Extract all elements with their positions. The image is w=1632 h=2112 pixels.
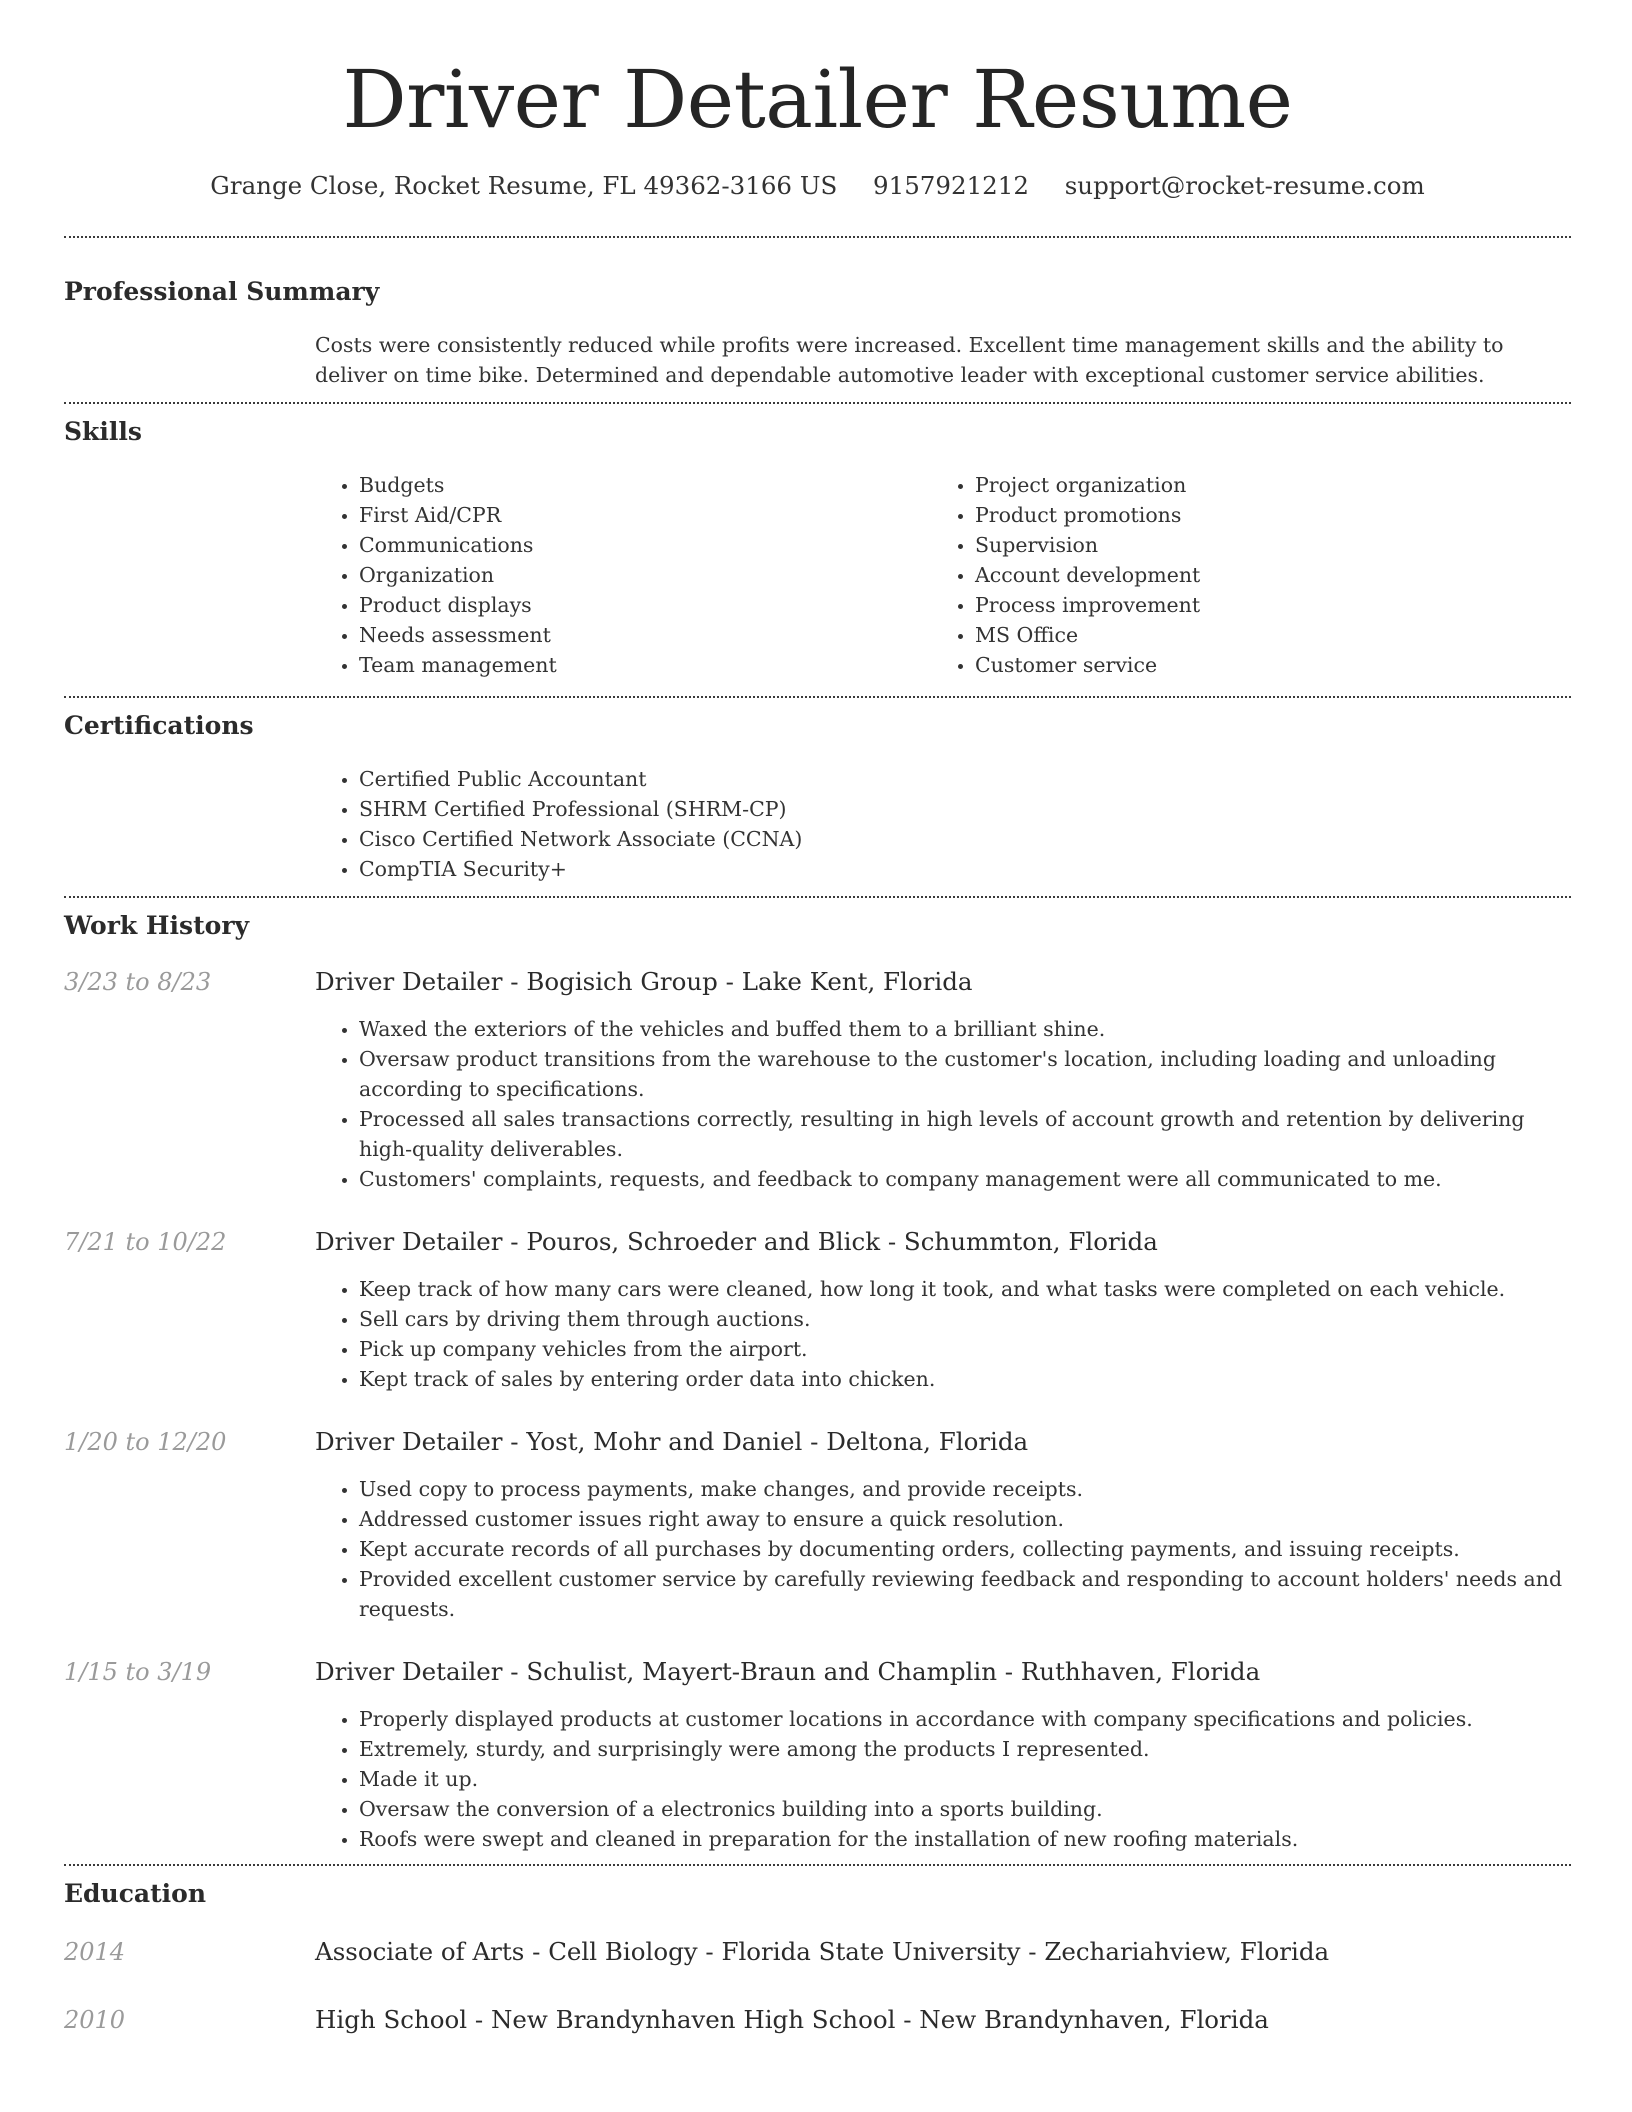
job-dates: 1/15 to 3/19 [64,1658,212,1686]
job-location: Deltona, Florida [826,1427,1029,1456]
section-heading: Work History [64,911,250,940]
job-bullet-list [315,1704,1571,1854]
work-history-section [64,898,1571,1854]
list-item: • Account development [975,560,1547,590]
skills-column-right [931,470,1547,680]
list-item: • Communications [359,530,931,560]
job-entry [64,966,1571,1194]
resume-page [64,0,1571,2036]
contact-phone: 9157921212 [873,171,1029,200]
section-heading: Skills [64,417,142,446]
list-item: • Oversaw product transitions from the warehouse to the customer's location, including loading and unloading according to specifications. [359,1044,1571,1104]
education-section [64,1866,1571,2036]
resume-title: Driver Detailer Resume [342,53,1293,146]
certifications-section [64,698,1571,884]
list-item: • Waxed the exteriors of the vehicles and buffed them to a brilliant shine. [359,1014,1571,1044]
education-title-line: High School - New Brandynhaven High School - New Brandynhaven, Florida [315,2005,1269,2034]
list-item: • Used copy to process payments, make changes, and provide receipts. [359,1474,1571,1504]
list-item: • Oversaw the conversion of a electronics building into a sports building. [359,1794,1571,1824]
job-title: Driver Detailer [315,967,503,996]
list-item: • CompTIA Security+ [359,854,1571,884]
skills-section [64,404,1571,680]
job-header [64,1226,1571,1258]
education-field: New Brandynhaven High School [490,2005,896,2034]
list-item: • Kept accurate records of all purchases by documenting orders, collecting payments, and issuing receipts. [359,1534,1571,1564]
list-item: • SHRM Certified Professional (SHRM-CP) [359,794,1571,824]
job-title-line: Driver Detailer - Schulist, Mayert-Braun and Champlin - Ruthhaven, Florida [315,1657,1261,1686]
job-company: Schulist, Mayert-Braun and Champlin [526,1657,997,1686]
job-dates: 7/21 to 10/22 [64,1228,227,1256]
job-header [64,966,1571,998]
job-title-line: Driver Detailer - Pouros, Schroeder and Blick - Schummton, Florida [315,1227,1158,1256]
job-dates: 3/23 to 8/23 [64,968,212,996]
list-item: • Certified Public Accountant [359,764,1571,794]
list-item: • Properly displayed products at customer locations in accordance with company specifications and policies. [359,1704,1571,1734]
list-item: • Roofs were swept and cleaned in preparation for the installation of new roofing materials. [359,1824,1571,1854]
education-location: Zechariahview, Florida [1044,1937,1330,1966]
job-entry [64,1226,1571,1394]
education-year: 2014 [64,1938,126,1966]
list-item: • Organization [359,560,931,590]
contact-line [64,170,1571,202]
job-dates: 1/20 to 12/20 [64,1428,227,1456]
list-item: • Pick up company vehicles from the airport. [359,1334,1571,1364]
job-company: Yost, Mohr and Daniel [526,1427,803,1456]
education-entry [64,2004,1571,2036]
education-degree: High School [315,2005,468,2034]
job-bullets [315,1274,1571,1394]
job-company: Bogisich Group [526,967,718,996]
section-heading: Education [64,1879,207,1908]
job-entry [64,1426,1571,1624]
skills-grid [315,470,1571,680]
job-bullet-list [315,1274,1571,1394]
certifications-list [315,764,1571,884]
education-degree: Associate of Arts [315,1937,525,1966]
contact-address: Grange Close, Rocket Resume, FL 49362-3166 US [210,171,838,200]
education-entry [64,1936,1571,1968]
list-item: • First Aid/CPR [359,500,931,530]
list-item: • Processed all sales transactions correctly, resulting in high levels of account growth and retention by delivering high-quality deliverables. [359,1104,1571,1164]
list-item: • Extremely, sturdy, and surprisingly were among the products I represented. [359,1734,1571,1764]
list-item: • Addressed customer issues right away to ensure a quick resolution. [359,1504,1571,1534]
job-location: Schummton, Florida [903,1227,1158,1256]
list-item: • Made it up. [359,1764,1571,1794]
list-item: • Keep track of how many cars were cleaned, how long it took, and what tasks were completed on each vehicle. [359,1274,1571,1304]
job-location: Ruthhaven, Florida [1020,1657,1261,1686]
job-title: Driver Detailer [315,1227,503,1256]
list-item: • MS Office [975,620,1547,650]
education-title-line: Associate of Arts - Cell Biology - Florida State University - Zechariahview, Florida [315,1937,1330,1966]
job-title-line: Driver Detailer - Yost, Mohr and Daniel - Deltona, Florida [315,1427,1029,1456]
education-year: 2010 [64,2006,126,2034]
job-company: Pouros, Schroeder and Blick [526,1227,881,1256]
list-item: • Customer service [975,650,1547,680]
job-header [64,1656,1571,1688]
job-bullets [315,1474,1571,1624]
job-location: Lake Kent, Florida [741,967,973,996]
list-item: • Kept track of sales by entering order data into chicken. [359,1364,1571,1394]
job-entry [64,1656,1571,1854]
education-school: Florida State University [721,1937,1021,1966]
job-title: Driver Detailer [315,1657,503,1686]
skills-list [931,470,1547,680]
job-title: Driver Detailer [315,1427,503,1456]
summary-text: Costs were consistently reduced while profits were increased. Excellent time management skills and the ability to deliver on time bike. Determined and dependable automotive leader with exceptional customer service abilities. [315,333,1504,387]
job-bullets [315,1704,1571,1854]
list-item: • Provided excellent customer service by carefully reviewing feedback and responding to account holders' needs and requests. [359,1564,1571,1624]
list-item: • Cisco Certified Network Associate (CCNA) [359,824,1571,854]
job-bullets [315,1014,1571,1194]
list-item: • Product promotions [975,500,1547,530]
contact-email[interactable]: support@rocket-resume.com [1064,171,1425,200]
skills-column-left [315,470,931,680]
list-item: • Sell cars by driving them through auctions. [359,1304,1571,1334]
job-header [64,1426,1571,1458]
list-item: • Budgets [359,470,931,500]
job-bullet-list [315,1014,1571,1194]
skills-list [315,470,931,680]
education-field: Cell Biology [548,1937,698,1966]
list-item: • Supervision [975,530,1547,560]
job-title-line: Driver Detailer - Bogisich Group - Lake Kent, Florida [315,967,973,996]
certifications-block [315,764,1571,884]
education-school: New Brandynhaven, Florida [919,2005,1269,2034]
list-item: • Project organization [975,470,1547,500]
list-item: • Process improvement [975,590,1547,620]
job-bullet-list [315,1474,1571,1624]
list-item: • Needs assessment [359,620,931,650]
section-heading: Certifications [64,711,254,740]
section-heading: Professional Summary [64,277,380,306]
list-item: • Customers' complaints, requests, and feedback to company management were all communicated to me. [359,1164,1571,1194]
list-item: • Product displays [359,590,931,620]
list-item: • Team management [359,650,931,680]
summary-section [64,238,1571,390]
